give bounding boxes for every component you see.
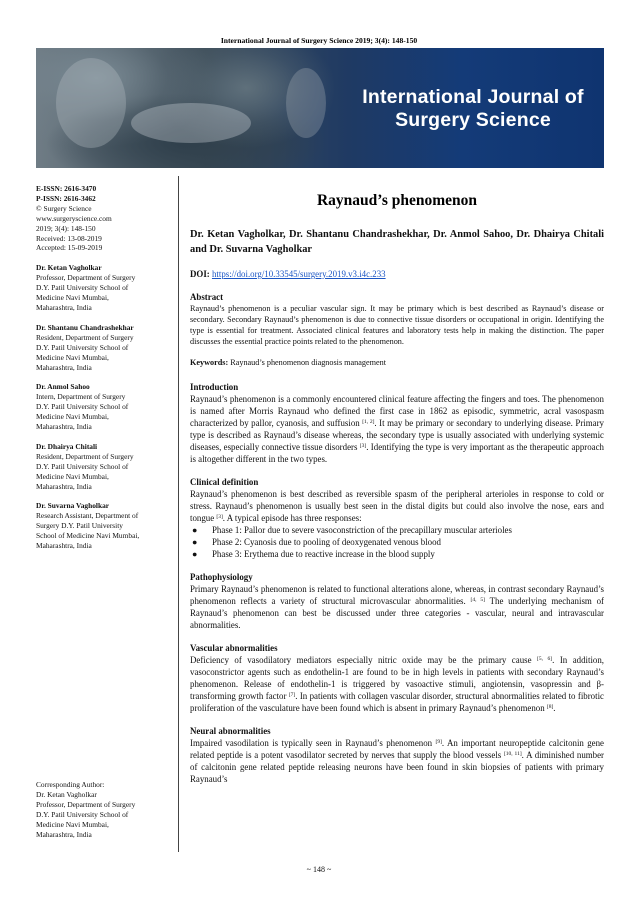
- doi-line: [190, 268, 604, 280]
- bullet-icon: ●: [192, 549, 198, 559]
- text-run: . In patients with collagen vascular disorder, structural abnormalities related to fibrotic proliferation of the vasculature have been found which is absent in primary Raynaud’s phenomenon: [190, 691, 604, 713]
- section-clinical-definition: [190, 476, 604, 560]
- author-name: Dr. Shantanu Chandrashekhar: [36, 322, 134, 332]
- pissn: P-ISSN: 2616-3462: [36, 193, 96, 203]
- text-run: . A diminished number of calcitonin gene related peptide releasing neurons have been found in skin biopsies of patients with primary Raynaud’s: [190, 750, 605, 784]
- surgeon-silhouette: [56, 58, 126, 148]
- list-item-text: Phase 2: Cyanosis due to pooling of deoxygenated venous blood: [212, 537, 441, 547]
- author-affiliation-line: D.Y. Patil University School of: [36, 283, 129, 293]
- corresponding-line: Maharashtra, India: [36, 829, 92, 839]
- text-run: . An important neuropeptide calcitonin gene related peptide is a potent vasodilator secreted by nerves that supply the blood vessels: [190, 738, 604, 760]
- keywords-line: [190, 357, 604, 369]
- author-affiliation-line: D.Y. Patil University School of: [36, 342, 129, 352]
- column-divider: [178, 176, 179, 852]
- author-affiliation-line: Maharashtra, India: [36, 481, 92, 491]
- section-neural-abnormalities: [190, 725, 604, 785]
- author-name: Dr. Anmol Sahoo: [36, 382, 90, 392]
- text-run: . In addition, vasoconstrictor agents such as endothelin-1 are found to be in high levels in patients with secondary Raynaud’s phenomenon. Release of endothelin-1 is triggered by vasoactive stimuli, angiotensin, vasopressin and β-transforming growth factor: [190, 655, 605, 701]
- text-run: . A typical episode has three responses:: [222, 513, 362, 523]
- citation: [3]: [216, 514, 223, 520]
- author-name: Dr. Dhairya Chitali: [36, 441, 98, 451]
- journal-title: [348, 86, 598, 132]
- citation: [9]: [435, 739, 442, 745]
- author-affiliation-line: Medicine Navi Mumbai,: [36, 412, 109, 422]
- author-affiliation-line: Professor, Department of Surgery: [36, 273, 136, 283]
- section-pathophysiology: [190, 571, 604, 631]
- section-vascular-abnormalities: [190, 642, 604, 714]
- text-run: Raynaud’s phenomenon is best described as reversible spasm of the peripheral arterioles in response to cold or stress. Raynaud’s phenomenon is usually best seen in the distal digits but could also involve the nose, ears and tongue: [190, 489, 604, 523]
- citation: [4, 5]: [470, 597, 485, 603]
- section-paragraph: [190, 393, 604, 465]
- author-affiliation-line: School of Medicine Navi Mumbai,: [36, 531, 140, 541]
- list-item: [190, 524, 604, 536]
- sidebar: [36, 184, 172, 551]
- author-affiliation-line: Maharashtra, India: [36, 422, 92, 432]
- citation: [10, 11]: [503, 751, 522, 757]
- section-paragraph: [190, 488, 604, 524]
- doi-label: DOI:: [190, 269, 210, 279]
- corresponding-line: D.Y. Patil University School of: [36, 809, 129, 819]
- section-heading: Neural abnormalities: [190, 726, 271, 736]
- author-affiliation-line: D.Y. Patil University School of: [36, 461, 129, 471]
- corresponding-line: Medicine Navi Mumbai,: [36, 819, 109, 829]
- phase-list: [190, 524, 604, 560]
- corresponding-name: Dr. Ketan Vagholkar: [36, 789, 97, 799]
- corresponding-author: [36, 780, 172, 839]
- list-item: [190, 536, 604, 548]
- corresponding-line: Professor, Department of Surgery: [36, 799, 136, 809]
- section-heading: Pathophysiology: [190, 572, 253, 582]
- text-run: .: [553, 703, 556, 713]
- eissn: E-ISSN: 2616-3470: [36, 184, 97, 193]
- text-run: . It may be primary or secondary to underlying disease. Primary type is described as Raynaud’s disease whereas, the secondary type is usually associated with underlying systemic diseases, especially connective tissue disorders: [190, 418, 604, 452]
- text-run: Deficiency of vasodilatory mediators especially nitric oxide may be the primary cause: [190, 655, 537, 665]
- section-introduction: [190, 381, 604, 465]
- author-affiliation-line: Maharashtra, India: [36, 541, 92, 551]
- journal-title-line1: International Journal of: [362, 86, 584, 108]
- citation: [7]: [288, 692, 296, 698]
- abstract-heading: Abstract: [190, 292, 224, 302]
- section-paragraph: [190, 654, 604, 714]
- website: www.surgeryscience.com: [36, 213, 112, 223]
- bullet-icon: ●: [192, 537, 198, 547]
- sidebar-author: [36, 323, 172, 373]
- author-affiliation-line: Research Assistant, Department of: [36, 511, 139, 521]
- author-affiliation-line: Maharashtra, India: [36, 362, 92, 372]
- abstract-text: Raynaud’s phenomenon is a peculiar vascular sign. It may be primary which is best described as Raynaud’s disease or secondary. Secondary Raynaud’s phenomenon is due to connective tissue disorders or occupational in origin. Identifying the type is essential for treatment. Associated clinical features and laboratory tests help in making the distinction. The paper discusses the essential practice points related to the phenomenon.: [190, 304, 604, 346]
- surgical-light-glare: [131, 103, 251, 143]
- citation: [8]: [546, 704, 554, 710]
- sidebar-author: [36, 442, 172, 492]
- author-affiliation-line: Medicine Navi Mumbai,: [36, 293, 109, 303]
- journal-banner: [36, 48, 604, 168]
- journal-title-line2: Surgery Science: [395, 109, 551, 131]
- author-affiliation-line: Surgery D.Y. Patil University: [36, 521, 123, 531]
- article-body: [190, 192, 604, 796]
- author-affiliation-line: Medicine Navi Mumbai,: [36, 352, 109, 362]
- keywords-text: Raynaud’s phenomenon diagnosis management: [230, 358, 387, 367]
- surgeon-silhouette-right: [286, 68, 326, 138]
- sidebar-author: [36, 382, 172, 432]
- author-affiliation-line: Resident, Department of Surgery: [36, 332, 134, 342]
- text-run: . Identifying the type is very important as the therapeutic approach is altogether different in the two types.: [190, 442, 604, 464]
- list-item-text: Phase 3: Erythema due to reactive increase in the blood supply: [212, 549, 435, 559]
- keywords-label: Keywords:: [190, 358, 229, 367]
- list-item: [190, 548, 604, 560]
- bullet-icon: ●: [192, 525, 198, 535]
- received-date: Received: 13-08-2019: [36, 233, 102, 243]
- copyright: © Surgery Science: [36, 203, 92, 213]
- citation: [1, 2]: [362, 419, 375, 425]
- section-heading: Vascular abnormalities: [190, 643, 278, 653]
- sidebar-author: [36, 501, 172, 551]
- publication-meta: [36, 184, 172, 253]
- text-run: Primary Raynaud’s phenomenon is related to functional alterations alone, whereas, in contrast secondary Raynaud’s phenomenon reflects a variety of structural microvascular abnormalities.: [190, 584, 604, 606]
- author-affiliation-line: Medicine Navi Mumbai,: [36, 471, 109, 481]
- author-name: Dr. Suvarna Vagholkar: [36, 501, 110, 511]
- author-affiliation-line: Resident, Department of Surgery: [36, 451, 134, 461]
- author-affiliation-line: Intern, Department of Surgery: [36, 392, 126, 402]
- list-item-text: Phase 1: Pallor due to severe vasoconstriction of the precapillary muscular arterioles: [212, 525, 512, 535]
- text-run: Impaired vasodilation is typically seen in Raynaud’s phenomenon: [190, 738, 436, 748]
- running-header: International Journal of Surgery Science 2019; 3(4): 148-150: [220, 36, 418, 45]
- section-paragraph: [190, 583, 604, 631]
- author-name: Dr. Ketan Vagholkar: [36, 263, 102, 273]
- corresponding-heading: Corresponding Author:: [36, 780, 105, 789]
- author-affiliation-line: D.Y. Patil University School of: [36, 402, 129, 412]
- section-paragraph: [190, 737, 604, 785]
- citation: [3]: [359, 443, 367, 449]
- article-title: Raynaud’s phenomenon: [316, 192, 478, 209]
- accepted-date: Accepted: 15-09-2019: [36, 243, 103, 253]
- citation: [5, 6]: [536, 656, 553, 662]
- sidebar-author: [36, 263, 172, 313]
- section-heading: Clinical definition: [190, 477, 259, 487]
- issue: 2019; 3(4): 148-150: [36, 223, 96, 233]
- text-run: The underlying mechanism of Raynaud’s phenomenon can best be discussed under three categories - vascular, neural and intravascular abnormalities.: [190, 596, 604, 630]
- section-heading: Introduction: [190, 382, 239, 392]
- text-run: Raynaud’s phenomenon is a commonly encountered clinical feature affecting the fingers and toes. The phenomenon is named after Morris Raynaud who defined the first case in 1862 as episodic, symmetric, acral vasospasm characterized by pallor, cyanosis, and suffusion: [190, 394, 604, 428]
- author-affiliation-line: Maharashtra, India: [36, 302, 92, 312]
- article-authors: Dr. Ketan Vagholkar, Dr. Shantanu Chandrashekhar, Dr. Anmol Sahoo, Dr. Dhairya Chitali and Dr. Suvarna Vagholkar: [190, 229, 604, 255]
- page-number: ~ 148 ~: [306, 865, 332, 874]
- doi-link[interactable]: https://doi.org/10.33545/surgery.2019.v3.i4c.233: [211, 269, 386, 279]
